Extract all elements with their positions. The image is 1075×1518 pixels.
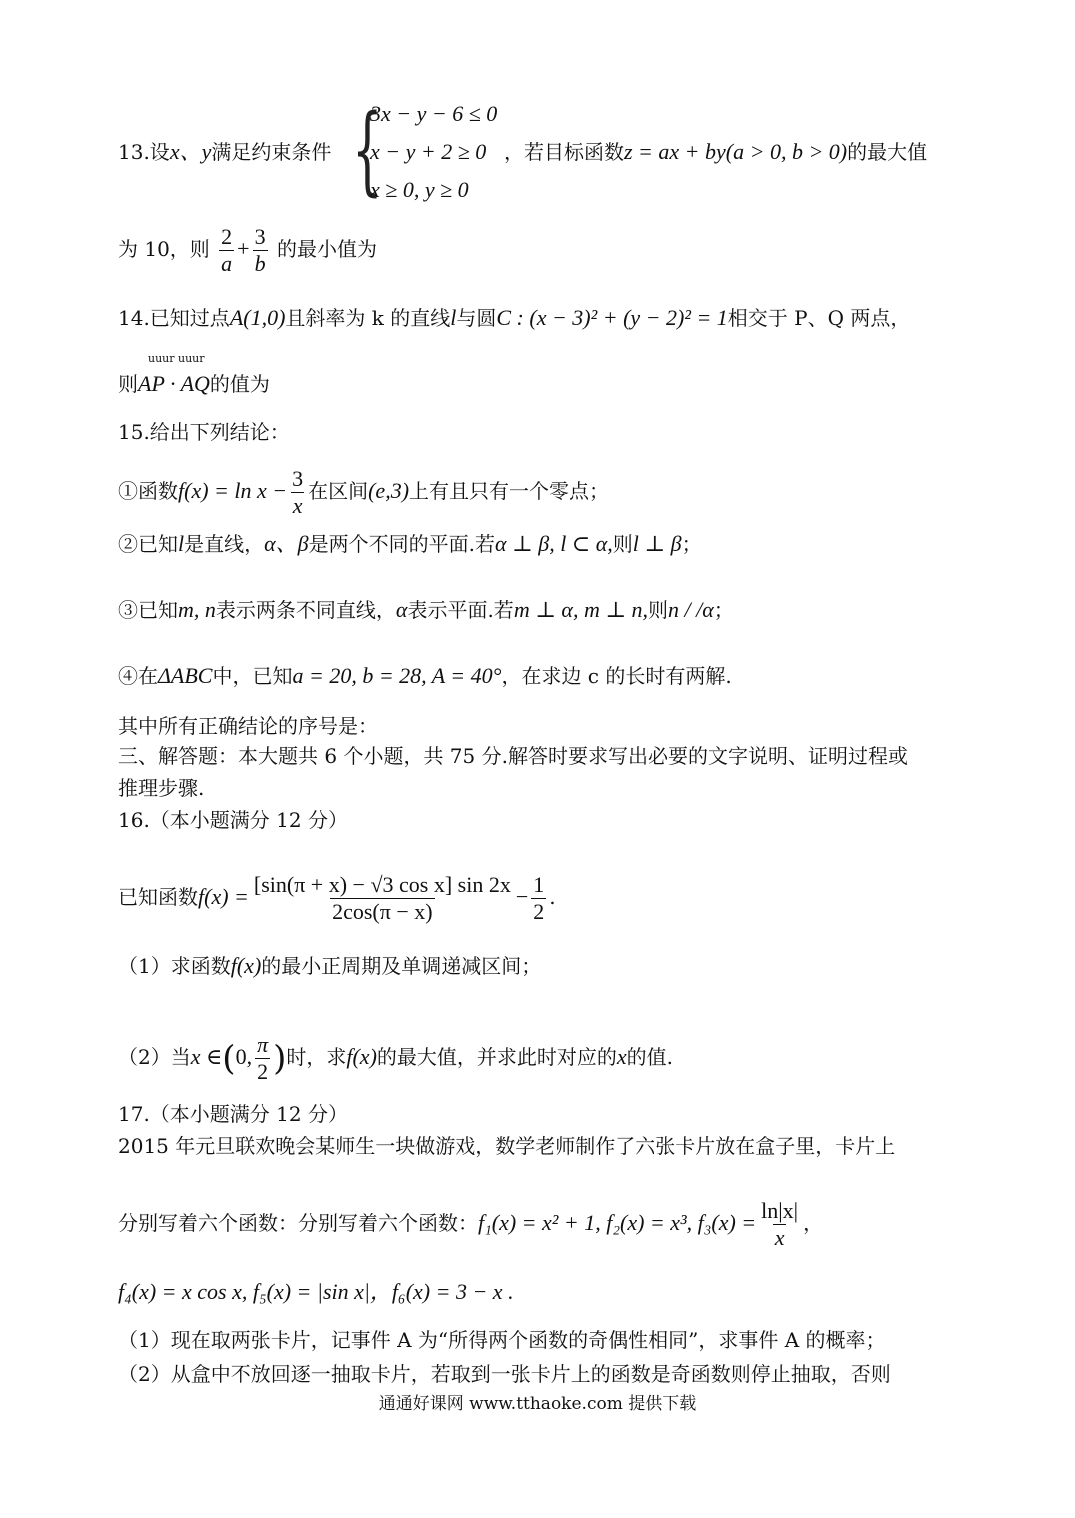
q13-line1: 13.设x、y满足约束条件 <box>118 139 332 164</box>
vector-arrows: uuur uuur <box>148 352 205 365</box>
system-brace: { <box>352 94 383 206</box>
q16-definition: 已知函数f(x) = $\frac{\text{[sin(π + x) − √3 cos x] sin 2x}}{2\cos(\pi - x)}$ − $\frac{1}{2}$ . <box>118 872 556 924</box>
q16-title: 16.（本小题满分 12 分） <box>118 808 348 832</box>
q14-line1: 14.已知过点A(1,0)且斜率为 k 的直线l与圆C : (x − 3)² + (y − 2)² = 1相交于 P、Q 两点， <box>118 305 911 330</box>
q15-statement-3: ③已知m, n表示两条不同直线，α表示平面.若m ⊥ α, m ⊥ n,则n / /α； <box>118 597 734 622</box>
main-fraction: $\frac{\text{[sin(π + x) − √3 cos x] sin 2x}}{2\cos(\pi - x)}$ <box>253 872 511 924</box>
section3-heading: 三、解答题：本大题共 6 个小题，共 75 分.解答时要求写出必要的文字说明、证明过程或 <box>118 744 908 768</box>
q17-line1: 2015 年元旦联欢晚会某师生一块做游戏，数学老师制作了六张卡片放在盒子里，卡片上 <box>118 1134 896 1158</box>
q16-part1: （1）求函数f(x)的最小正周期及单调递减区间； <box>118 953 542 978</box>
constraint-2: x − y + 2 ≥ 0 <box>370 139 487 164</box>
q14-line2: 则AP · AQ的值为 <box>118 371 270 396</box>
constraint-1: 3x − y − 6 ≤ 0 <box>370 101 498 126</box>
q15-title: 15.给出下列结论： <box>118 420 290 444</box>
q17-line2: 分别写着六个函数：分别写着六个函数：f₁(x) = x² + 1, f₂(x) = x³, f₃(x) = $\frac{\ln|x|}{x}$ ， <box>118 1198 824 1250</box>
q17-part2: （2）从盒中不放回逐一抽取卡片，若取到一张卡片上的函数是奇函数则停止抽取，否则 <box>118 1362 891 1386</box>
q15-ask: 其中所有正确结论的序号是： <box>118 714 378 738</box>
footer-source: 通通好课网 www.tthaoke.com 提供下载 <box>378 1394 697 1414</box>
constraint-3: x ≥ 0, y ≥ 0 <box>370 177 469 202</box>
q15-statement-1: ①函数f(x) = ln x − $\frac{3}{x}$ 在区间(e,3)上有且只有一个零点； <box>118 466 610 518</box>
q13-objective: ，若目标函数z = ax + by(a > 0, b > 0)的最大值 <box>504 139 928 164</box>
q15-statement-2: ②已知l是直线，α、β是两个不同的平面.若α ⊥ β, l ⊂ α,则l ⊥ β； <box>118 531 702 556</box>
q13-line2: 为 10，则 $\frac{2}{a}$ + $\frac{3}{b}$ 的最小值为 <box>118 224 377 276</box>
q17-part1: （1）现在取两张卡片，记事件 A 为“所得两个函数的奇偶性相同”，求事件 A 的概率； <box>118 1328 886 1352</box>
fraction: $\frac{2}{a}$ <box>221 224 233 276</box>
section3-heading-cont: 推理步骤. <box>118 776 205 800</box>
q17-title: 17.（本小题满分 12 分） <box>118 1102 348 1126</box>
q15-statement-4: ④在ΔABC中，已知a = 20, b = 28, A = 40°，在求边 c 的长时有两解. <box>118 663 732 688</box>
q16-part2: （2）当x ∈(0, $\frac{\pi}{2}$ )时，求f(x)的最大值，并求此时对应的x的值. <box>118 1032 674 1084</box>
fraction: $\frac{3}{b}$ <box>254 224 266 276</box>
q17-line3: f₄(x) = x cos x, f₅(x) = |sin x|，f₆(x) = 3 − x . <box>118 1279 514 1304</box>
